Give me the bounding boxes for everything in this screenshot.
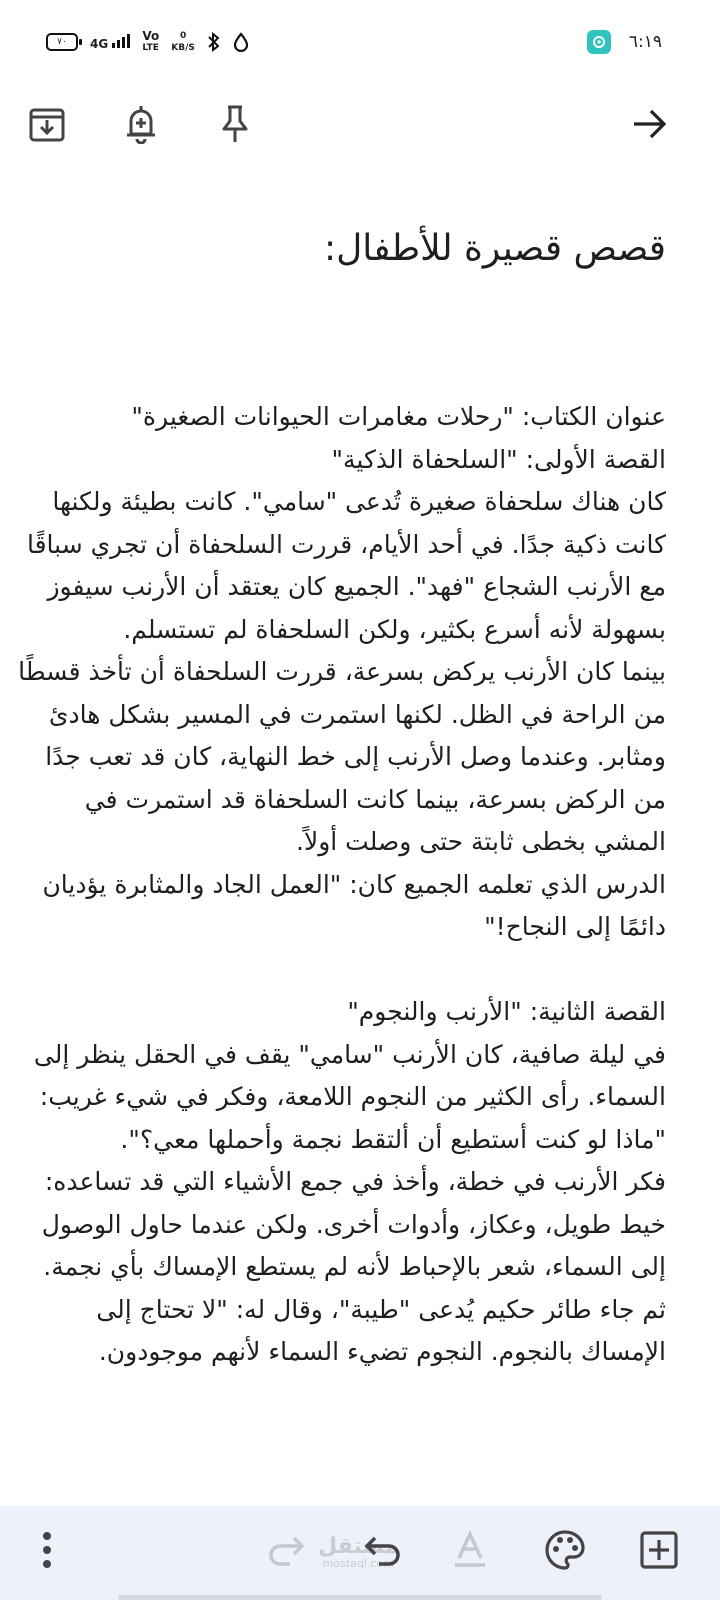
reminder-bell-icon[interactable] [117,100,165,148]
more-options-icon[interactable] [19,1522,75,1578]
redo-icon[interactable] [258,1522,314,1578]
add-box-icon[interactable] [631,1522,687,1578]
network-indicator [90,34,130,50]
note-body[interactable]: عنوان الكتاب: "رحلات مغامرات الحيوانات الصغيرة" القصة الأولى: "السلحفاة الذكية" كان هناك سلحفاة صغيرة تُدعى "سامي". كانت بطيئة ولكنها كانت ذكية جدًا. في أحد الأيام، قررت السلحفاة أن تجري سباقًا مع الأرنب الشجاع "فهد". الجميع كان يعتقد أن الأرنب سيفوز بسهولة لأنه أسرع بكثير، ولكن السلحفاة لم تستسلم. بينما كان الأرنب يركض بسرعة، قررت السلحفاة أن تأخذ قسطًا من الراحة في الظل. لكنها استمرت في المسير بشكل هادئ ومثابر. وعندما وصل الأرنب إلى خط النهاية، كان قد تعب جدًا من الركض بسرعة، بينما كانت السلحفاة قد استمرت في المشي بخطى ثابتة حتى وصلت أولاً. الدرس الذي تعلمه الجميع كان: "العمل الجاد والمثابرة يؤديان دائمًا إلى النجاح!" القصة الثانية: "الأرنب والنجوم" في ليلة صافية، كان الأرنب "سامي" يقف في الحقل ينظر إلى السماء. رأى الكثير من النجوم اللامعة، وفكر في شيء غريب: "ماذا لو كنت أستطيع أن ألتقط نجمة وأحملها معي؟". فكر الأرنب في خطة، وأخذ في جمع الأشياء التي قد تساعده: خيط طويل، وعكاز، وأدوات أخرى. ولكن عندما حاول الوصول إلى السماء، شعر بالإحباط لأنه لم يستطع الإمساك بأي نجمة. ثم جاء طائر حكيم يُدعى "طيبة"، وقال له: "لا تحتاج إلى الإمساك بالنجوم. النجوم تضيء السماء لأنهم موجودون. [18,402,666,1366]
note-title[interactable]: قصص قصيرة للأطفال: [324,228,666,269]
gesture-navigation-bar[interactable] [118,1595,602,1600]
palette-icon[interactable] [537,1522,593,1578]
undo-icon[interactable] [355,1522,411,1578]
bluetooth-icon [207,32,221,52]
status-indicators [46,30,249,54]
note-toolbar [0,100,720,160]
volte-top: Vo [142,29,160,43]
pin-icon[interactable] [211,100,259,148]
archive-icon[interactable] [23,100,71,148]
data-saver-icon [233,32,249,52]
bottom-action-bar [0,1506,720,1600]
text-format-icon[interactable] [442,1522,498,1578]
speed-unit: KB/S [171,43,195,53]
clock: ٦:١٩ [628,32,662,52]
watermark-arabic: مستقل [318,1534,399,1559]
status-bar [0,0,720,90]
back-arrow-icon[interactable] [626,100,674,148]
battery-level: ٧٠ [57,37,67,47]
volte-bottom: LTE [142,43,159,53]
watermark-latin: mostaql.com [322,1557,394,1570]
signal-bars-icon [112,34,130,48]
battery-icon [46,33,78,51]
status-right [587,30,662,54]
speed-value: 0 [179,31,187,41]
volte-indicator [142,30,159,54]
speed-indicator [171,30,195,54]
app-notification-icon [587,30,611,54]
network-type: 4G [90,37,109,51]
